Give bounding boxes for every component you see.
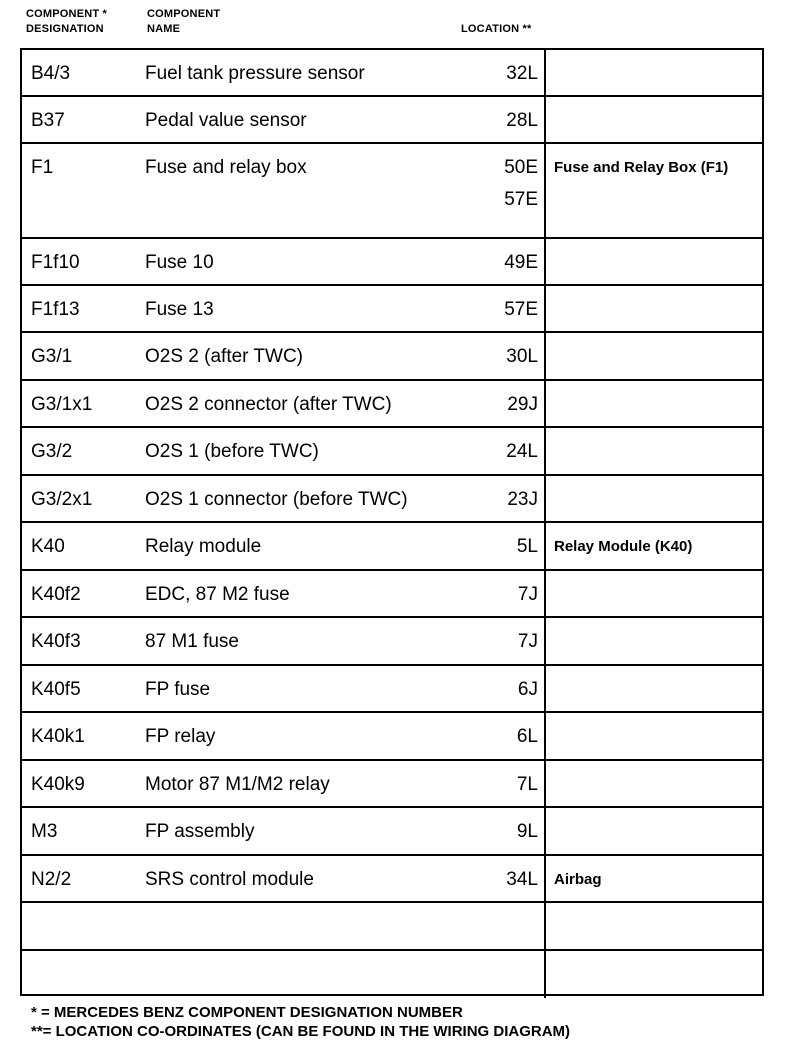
table-row — [22, 713, 762, 761]
cell-designation: F1f10 — [31, 252, 80, 273]
cell-designation: F1f13 — [31, 299, 80, 320]
cell-location: 23J — [507, 489, 538, 510]
table-row — [22, 286, 762, 333]
cell-location: 57E — [504, 299, 538, 320]
table-row — [22, 951, 762, 998]
table-row — [22, 381, 762, 428]
cell-component-name: Fuse 10 — [145, 252, 214, 273]
cell-designation: G3/2x1 — [31, 489, 93, 510]
cell-designation: B4/3 — [31, 63, 71, 84]
table-row — [22, 239, 762, 286]
cell-location: 29J — [507, 394, 538, 415]
header-location: LOCATION ** — [461, 23, 532, 35]
column-divider — [544, 97, 546, 142]
cell-location: 7L — [516, 774, 538, 795]
footnote-designation: * = MERCEDES BENZ COMPONENT DESIGNATION NUMBER — [31, 1004, 463, 1021]
table-row — [22, 856, 762, 903]
cell-location: 6J — [517, 679, 538, 700]
cell-designation: K40k1 — [31, 726, 85, 747]
cell-location: 28L — [506, 110, 538, 131]
cell-component-name: Motor 87 M1/M2 relay — [145, 774, 330, 795]
cell-designation: F1 — [31, 157, 54, 178]
cell-designation: B37 — [31, 110, 65, 131]
column-divider — [544, 713, 546, 759]
table-row — [22, 476, 762, 523]
column-divider — [544, 239, 546, 284]
footnote-location: **= LOCATION CO-ORDINATES (CAN BE FOUND IN THE WIRING DIAGRAM) — [31, 1023, 571, 1040]
cell-location: 24L — [506, 441, 538, 462]
cell-component-name: O2S 2 connector (after TWC) — [145, 394, 392, 415]
column-divider — [544, 523, 546, 569]
column-divider — [544, 903, 546, 949]
cell-location: 7J — [517, 631, 538, 652]
table-row — [22, 523, 762, 571]
cell-location: 34L — [506, 869, 538, 890]
column-divider — [544, 428, 546, 474]
cell-location: 49E — [504, 252, 538, 273]
table-row — [22, 666, 762, 713]
cell-location-secondary: 57E — [504, 189, 538, 210]
table-row — [22, 903, 762, 951]
cell-designation: G3/1x1 — [31, 394, 93, 415]
cell-component-name: O2S 1 connector (before TWC) — [145, 489, 408, 510]
cell-designation: K40k9 — [31, 774, 85, 795]
column-divider — [544, 286, 546, 331]
cell-component-name: Relay module — [145, 536, 262, 557]
cell-designation: G3/2 — [31, 441, 73, 462]
cell-note: Airbag — [554, 871, 602, 888]
cell-designation: K40 — [31, 536, 65, 557]
column-divider — [544, 50, 546, 95]
column-divider — [544, 761, 546, 806]
column-divider — [544, 808, 546, 854]
cell-component-name: Pedal value sensor — [145, 110, 307, 131]
cell-component-name: FP fuse — [145, 679, 211, 700]
cell-designation: M3 — [31, 821, 58, 842]
cell-component-name: Fuse and relay box — [145, 157, 307, 178]
column-divider — [544, 571, 546, 616]
table-row — [22, 618, 762, 666]
column-divider — [544, 666, 546, 711]
cell-component-name: FP assembly — [145, 821, 255, 842]
table-row — [22, 97, 762, 144]
column-divider — [544, 333, 546, 379]
column-divider — [544, 381, 546, 426]
table-row — [22, 571, 762, 618]
cell-component-name: O2S 1 (before TWC) — [145, 441, 319, 462]
cell-component-name: FP relay — [145, 726, 216, 747]
table-row — [22, 428, 762, 476]
column-divider — [544, 618, 546, 664]
table-row — [22, 144, 762, 239]
cell-location: 6L — [516, 726, 538, 747]
column-divider — [544, 144, 546, 237]
cell-component-name: Fuel tank pressure sensor — [145, 63, 365, 84]
cell-designation: G3/1 — [31, 346, 73, 367]
table-row — [22, 808, 762, 856]
header-designation: COMPONENT * DESIGNATION — [26, 8, 108, 35]
cell-designation: K40f5 — [31, 679, 81, 700]
cell-component-name: EDC, 87 M2 fuse — [145, 584, 290, 605]
cell-note: Relay Module (K40) — [554, 538, 693, 555]
header-name: COMPONENT NAME — [147, 8, 221, 35]
cell-note: Fuse and Relay Box (F1) — [554, 159, 729, 176]
column-divider — [544, 951, 546, 998]
cell-location: 7J — [517, 584, 538, 605]
cell-component-name: Fuse 13 — [145, 299, 214, 320]
cell-location: 50E — [504, 157, 538, 178]
column-divider — [544, 856, 546, 901]
cell-designation: N2/2 — [31, 869, 72, 890]
column-divider — [544, 476, 546, 521]
cell-location: 5L — [516, 536, 538, 557]
cell-designation: K40f3 — [31, 631, 81, 652]
table-row — [22, 761, 762, 808]
cell-component-name: SRS control module — [145, 869, 314, 890]
cell-location: 9L — [516, 821, 538, 842]
cell-component-name: 87 M1 fuse — [145, 631, 239, 652]
table-row — [22, 50, 762, 97]
table-row — [22, 333, 762, 381]
cell-component-name: O2S 2 (after TWC) — [145, 346, 304, 367]
component-table — [20, 48, 764, 996]
cell-designation: K40f2 — [31, 584, 81, 605]
cell-location: 30L — [506, 346, 538, 367]
cell-location: 32L — [506, 63, 538, 84]
